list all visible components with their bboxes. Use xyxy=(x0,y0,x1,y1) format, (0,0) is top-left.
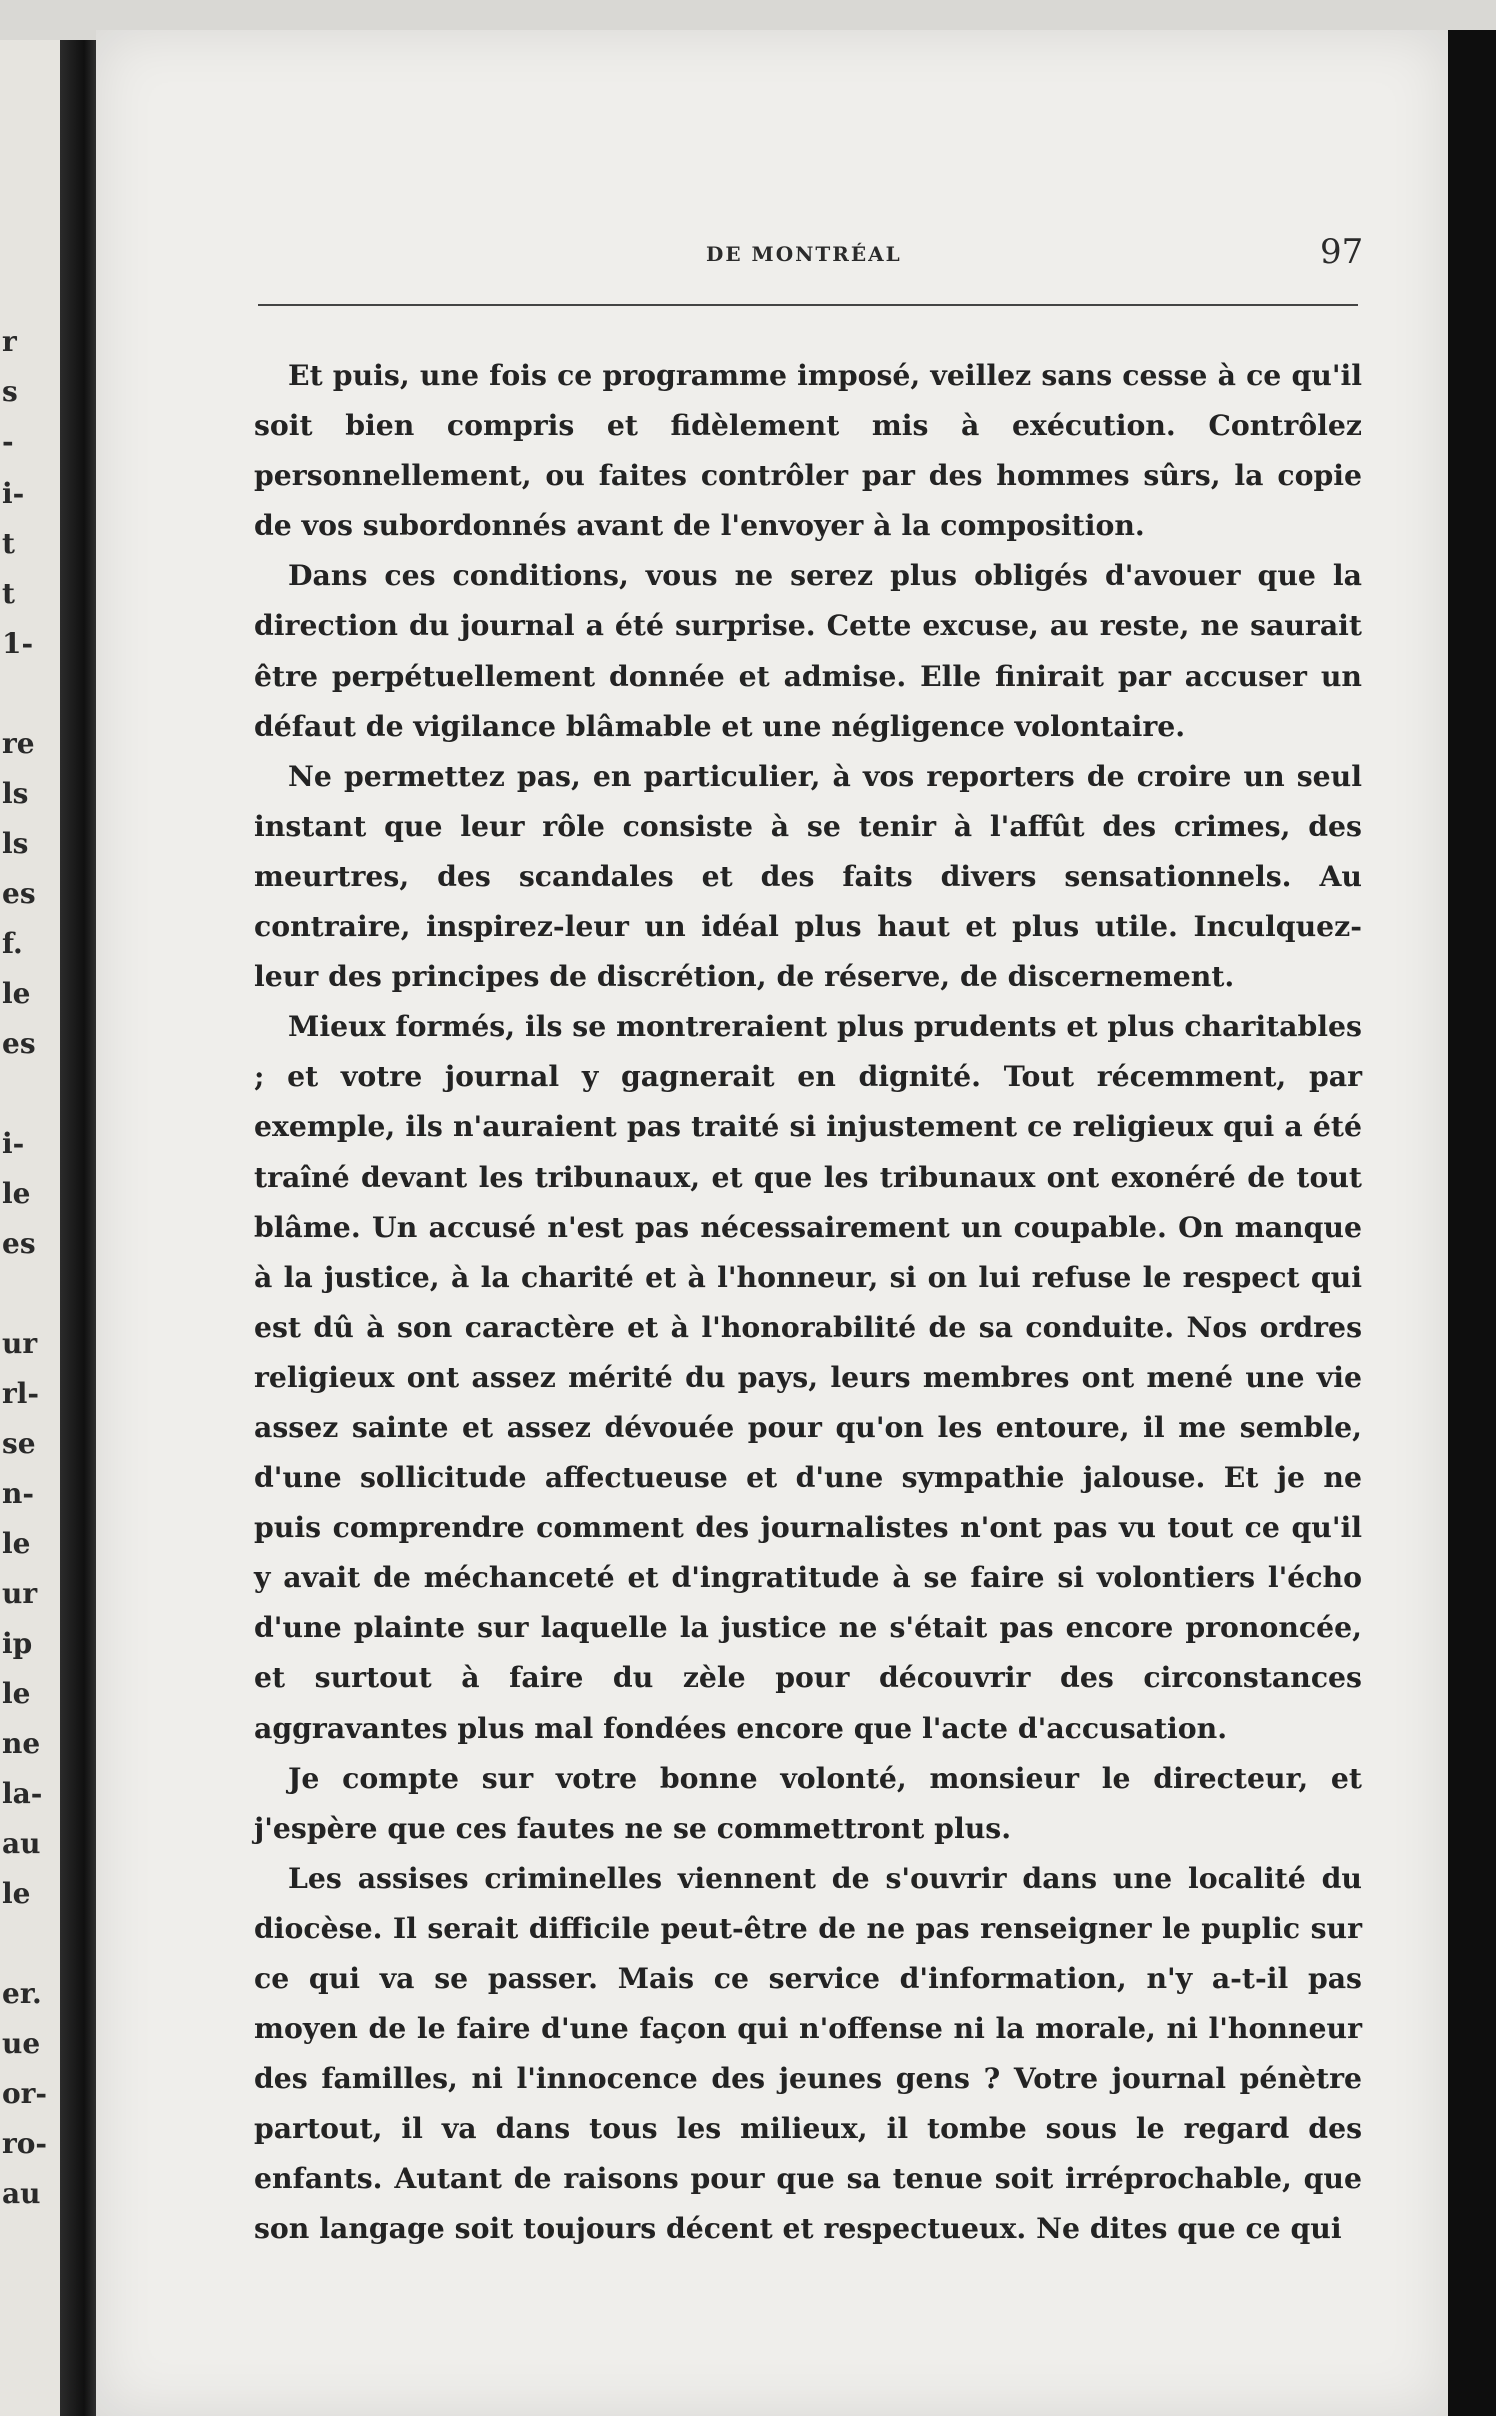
left-page-fragment: t xyxy=(2,577,15,610)
left-page-fragment: rl- xyxy=(2,1377,40,1410)
left-page-fragment: f. xyxy=(2,927,23,960)
left-page-fragment: au xyxy=(2,2177,41,2210)
left-page-fragment: es xyxy=(2,877,36,910)
left-page-fragment: r xyxy=(2,325,17,358)
left-page-fragment: au xyxy=(2,1827,41,1860)
running-head: DE MONTRÉAL xyxy=(706,242,902,266)
left-page-fragment: s xyxy=(2,375,18,408)
left-page-fragment: ro- xyxy=(2,2127,48,2160)
paragraph: Et puis, une fois ce programme imposé, veillez sans cesse à ce qu'il soit bien compris et fidèlement mis à exécution. Contrôlez personnellement, ou faites contrôler par des hommes sûrs, la copie de vos subordonnés avant de l'envoyer à la composition. xyxy=(254,358,1362,543)
book-gutter xyxy=(60,40,100,2416)
left-page-fragment: i- xyxy=(2,477,25,510)
left-page-fragment: - xyxy=(2,425,14,458)
left-page-fragment: ip xyxy=(2,1627,33,1660)
left-page-fragment: n- xyxy=(2,1477,34,1510)
page-number: 97 xyxy=(1320,232,1364,272)
left-page-fragment: le xyxy=(2,1177,31,1210)
left-page-fragment: le xyxy=(2,1877,31,1910)
left-page-fragment: se xyxy=(2,1427,36,1460)
left-page-fragment: 1- xyxy=(2,627,34,660)
paragraph: Les assises criminelles viennent de s'ouvrir dans une localité du diocèse. Il serait difficile peut-être de ne pas renseigner le puplic sur ce qui va se passer. Mais ce service d'information, n'y a-t-il pas moyen de le faire d'une façon qui n'offense ni la morale, ni l'honneur des familles, ni l'innocence des jeunes gens ? Votre journal pénètre partout, il va dans tous les milieux, il tombe sous le regard des enfants. Autant de raisons pour que sa tenue soit irréprochable, que son langage soit toujours décent et respectueux. Ne dites que ce qui xyxy=(254,1860,1362,2246)
left-page-fragment: ls xyxy=(2,777,29,810)
left-page-fragment: la- xyxy=(2,1777,43,1810)
left-page-fragment: or- xyxy=(2,2077,48,2110)
header-rule xyxy=(258,304,1358,306)
left-page-fragment: es xyxy=(2,1027,36,1060)
left-page-fragment: ur xyxy=(2,1577,38,1610)
left-page-fragment: le xyxy=(2,1527,31,1560)
left-facing-page xyxy=(0,40,66,2416)
body-text xyxy=(254,350,1362,2254)
left-page-fragment: le xyxy=(2,977,31,1010)
left-page-fragment: er. xyxy=(2,1977,42,2010)
book-page xyxy=(96,30,1448,2416)
left-page-fragment: es xyxy=(2,1227,36,1260)
left-page-fragment: re xyxy=(2,727,35,760)
left-page-fragment: le xyxy=(2,1677,31,1710)
paragraph: Mieux formés, ils se montreraient plus prudents et plus charitables ; et votre journal y gagnerait en dignité. Tout récemment, par exemple, ils n'auraient pas traité si injustement ce religieux qui a été traîné devant les tribunaux, et que les tribunaux ont exonéré de tout blâme. Un accusé n'est pas nécessairement un coupable. On manque à la justice, à la charité et à l'honneur, si on lui refuse le respect qui est dû à son caractère et à l'honorabilité de sa conduite. Nos ordres religieux ont assez mérité du pays, leurs membres ont mené une vie assez sainte et assez dévouée pour qu'on les entoure, il me semble, d'une sollicitude affectueuse et d'une sympathie jalouse. Et je ne puis comprendre comment des journalistes n'ont pas vu tout ce qu'il y avait de méchanceté et d'ingratitude à se faire si volontiers l'écho d'une plainte sur laquelle la justice ne s'était pas encore prononcée, et surtout à faire du zèle pour découvrir des circonstances aggravantes plus mal fondées encore que l'acte d'accusation. xyxy=(254,1009,1362,1745)
paragraph: Ne permettez pas, en particulier, à vos reporters de croire un seul instant que leur rôle consiste à se tenir à l'affût des crimes, des meurtres, des scandales et des faits divers sensationnels. Au contraire, inspirez-leur un idéal plus haut et plus utile. Inculquez-leur des principes de discrétion, de réserve, de discernement. xyxy=(254,758,1362,994)
left-page-fragment: i- xyxy=(2,1127,25,1160)
paragraph: Je compte sur votre bonne volonté, monsieur le directeur, et j'espère que ces fautes ne se commettront plus. xyxy=(254,1760,1362,1845)
left-page-fragment: t xyxy=(2,527,15,560)
paragraph: Dans ces conditions, vous ne serez plus obligés d'avouer que la direction du journal a été surprise. Cette excuse, au reste, ne saurait être perpétuellement donnée et admise. Elle finirait par accuser un défaut de vigilance blâmable et une négligence volontaire. xyxy=(254,558,1362,743)
left-page-fragment: ls xyxy=(2,827,29,860)
left-page-fragment: ur xyxy=(2,1327,38,1360)
left-page-fragment: ue xyxy=(2,2027,41,2060)
scan-right-border xyxy=(1448,30,1496,2416)
left-page-fragment: ne xyxy=(2,1727,41,1760)
